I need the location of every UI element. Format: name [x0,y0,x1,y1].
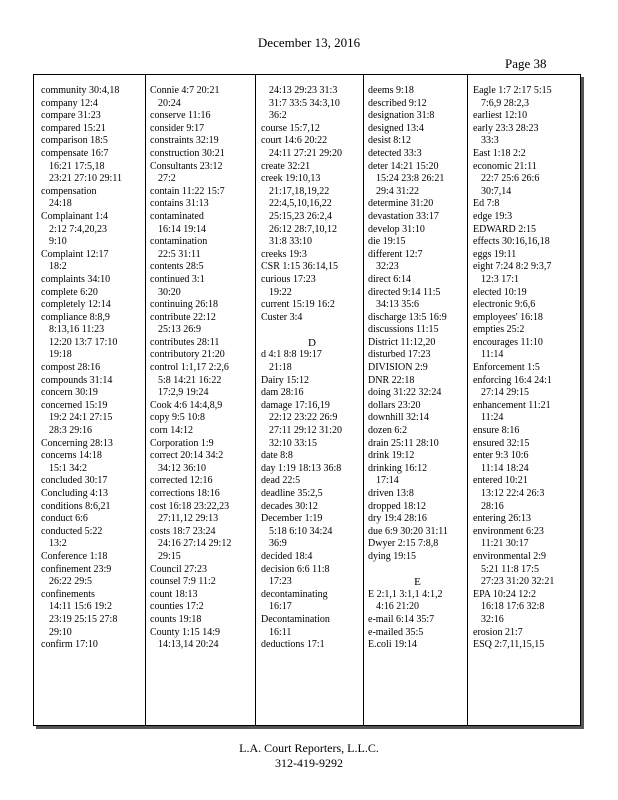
index-entry: County 1:15 14:9 [150,626,221,638]
index-entry-continuation: 17:23 [269,576,292,588]
index-entry: discussions 11:15 [368,324,439,336]
index-entry-continuation: 11:21 30:17 [481,538,529,550]
index-entry: ensured 32:15 [473,437,530,449]
index-entry: entering 26:13 [473,513,532,525]
index-entry-continuation: 16:21 17:5,18 [49,160,105,172]
index-entry: eggs 19:11 [473,248,517,260]
index-entry-continuation: 22:4,5,10,16,22 [269,198,332,210]
index-entry: e-mailed 35:5 [368,626,424,638]
index-entry: damage 17:16,19 [261,399,330,411]
index-entry: desist 8:12 [368,135,412,147]
index-entry: eight 7:24 8:2 9:3,7 [473,261,552,273]
index-entry: current 15:19 16:2 [261,299,335,311]
index-entry-continuation: 7:6,9 28:2,3 [481,97,530,109]
index-entry: confirm 17:10 [41,639,98,651]
index-entry: comparison 18:5 [41,135,108,147]
index-entry: compensation [41,185,97,197]
index-entry: enhancement 11:21 [473,399,551,411]
index-entry-continuation: 32:10 33:15 [269,437,318,449]
index-entry: DNR 22:18 [368,374,415,386]
index-entry: decontaminating [261,588,328,600]
index-entry: E 2:1,1 3:1,1 4:1,2 [368,588,443,600]
index-entry-continuation: 15:1 34:2 [49,462,88,474]
index-entry-continuation: 20:24 [158,97,181,109]
index-entry: deems 9:18 [368,85,414,96]
index-entry-continuation: 23:21 27:10 29:11 [49,173,122,185]
index-entry: conduct 6:6 [41,513,88,525]
index-column-4 [363,75,467,725]
index-entry: compare 31:23 [41,110,101,122]
index-entry: counties 17:2 [150,601,204,613]
index-entry: deductions 17:1 [261,639,325,651]
index-entry: confinements [41,588,95,600]
index-entry: described 9:12 [368,97,427,109]
index-entry-continuation: 27:14 29:15 [481,387,530,399]
index-entry: entered 10:21 [473,475,528,487]
index-entry: dying 19:15 [368,550,417,562]
index-entry: corrected 12:16 [150,475,213,487]
index-entry: erosion 21:7 [473,626,523,638]
index-entry: Enforcement 1:5 [473,362,540,374]
index-entry-continuation: 36:9 [269,538,287,550]
index-entry: enforcing 16:4 24:1 [473,374,552,386]
index-entry: ensure 8:16 [473,425,520,437]
index-entry: elected 10:19 [473,286,527,298]
index-entry: Concluding 4:13 [41,488,108,499]
index-entry-continuation: 16:14 19:14 [158,223,207,235]
index-entry: downhill 32:14 [368,412,429,424]
index-entry: create 32:21 [261,160,311,172]
index-entry: District 11:12,20 [368,336,436,348]
index-entry: compared 15:21 [41,122,106,134]
index-entry: decided 18:4 [261,550,313,562]
index-entry-continuation: 28:16 [481,500,504,512]
index-entry: deter 14:21 15:20 [368,160,439,172]
index-entry-continuation: 19:18 [49,349,72,361]
index-entry-continuation: 24:16 27:14 29:12 [158,538,232,550]
index-entry-continuation: 26:12 28:7,10,12 [269,223,338,235]
index-column-2 [145,75,255,725]
index-entry: continued 3:1 [150,273,205,285]
index-entry: effects 30:16,16,18 [473,236,550,248]
index-entry-continuation: 26:22 29:5 [49,576,93,588]
index-entry: e-mail 6:14 35:7 [368,613,435,625]
index-entry: costs 18:7 23:24 [150,525,216,537]
index-entry-continuation: 32:16 [481,613,504,625]
index-entry: driven 13:8 [368,488,414,499]
index-entry-continuation: 9:10 [49,236,67,248]
index-entry: Dairy 15:12 [261,374,310,386]
index-entry-continuation: 11:24 [481,412,504,424]
index-entry-continuation: 22:7 25:6 26:6 [481,173,540,185]
index-entry: edge 19:3 [473,210,513,222]
index-entry: continuing 26:18 [150,299,219,311]
page-number: Page 38 [505,56,547,71]
index-entry-continuation: 30:7,14 [481,185,512,197]
index-entry: doing 31:22 32:24 [368,387,442,399]
index-entry: day 1:19 18:13 36:8 [261,462,342,474]
index-entry-continuation: 16:18 17:6 32:8 [481,601,545,613]
index-entry: environment 6:23 [473,525,544,537]
index-entry: compounds 31:14 [41,374,113,386]
index-entry-continuation: 5:8 14:21 16:22 [158,374,222,386]
section-letter: D [308,336,316,349]
index-entry: consider 9:17 [150,122,205,134]
index-entry-continuation: 16:17 [269,601,292,613]
index-entry: environmental 2:9 [473,550,547,562]
index-entry: construction 30:21 [150,147,225,159]
index-entry: counts 19:18 [150,613,202,625]
index-entry: drinking 16:12 [368,462,428,474]
index-entry: copy 9:5 10:8 [150,412,205,424]
index-entry: discharge 13:5 16:9 [368,311,447,323]
index-entry: curious 17:23 [261,273,316,285]
index-entry: EDWARD 2:15 [473,223,537,235]
index-entry: contaminated [150,210,204,222]
index-entry: Complainant 1:4 [41,210,108,222]
index-entry: determine 31:20 [368,198,434,210]
index-entry-continuation: 12:3 17:1 [481,273,520,285]
section-letter: E [414,576,421,589]
index-entry: deadline 35:2,5 [261,488,323,499]
index-entry: d 4:1 8:8 19:17 [261,349,322,361]
index-entry-continuation: 24:11 27:21 29:20 [269,147,342,159]
index-entry-continuation: 4:16 21:20 [376,601,420,613]
index-entry-continuation: 16:11 [269,626,292,638]
index-entry-continuation: 34:13 35:6 [376,299,420,311]
index-entry-continuation: 17:14 [376,475,399,487]
index-entry: Concerning 28:13 [41,437,113,449]
index-entry-continuation: 22:5 31:11 [158,248,201,260]
index-entry: detected 33:3 [368,147,422,159]
index-entry-continuation: 21:18 [269,362,292,374]
index-entry: creeks 19:3 [261,248,307,260]
index-entry: Ed 7:8 [473,198,500,210]
index-entry-continuation: 24:13 29:23 31:3 [269,85,338,96]
index-entry: Dwyer 2:15 7:8,8 [368,538,439,550]
index-entry-continuation: 19:2 24:1 27:15 [49,412,113,424]
footer-phone: 312-419-9292 [275,756,343,770]
index-entry: electronic 9:6,6 [473,299,536,311]
index-entry: disturbed 17:23 [368,349,431,361]
index-entry-continuation: 13:12 22:4 26:3 [481,488,545,499]
index-entry-continuation: 22:12 23:22 26:9 [269,412,338,424]
index-entry: die 19:15 [368,236,406,248]
index-entry: enter 9:3 10:6 [473,450,529,462]
footer-company: L.A. Court Reporters, L.L.C. [239,741,379,755]
index-entry: Eagle 1:7 2:17 5:15 [473,85,552,96]
index-entry: corn 14:12 [150,425,194,437]
index-entry: course 15:7,12 [261,122,320,134]
index-entry: contributes 28:11 [150,336,220,348]
index-entry-continuation: 29:15 [158,550,181,562]
index-entry: designed 13:4 [368,122,424,134]
index-entry: encourages 11:10 [473,336,543,348]
index-entry: dollars 23:20 [368,399,421,411]
index-entry: DIVISION 2:9 [368,362,428,374]
index-entry: counsel 7:9 11:2 [150,576,216,588]
index-entry-continuation: 11:14 [481,349,504,361]
index-entry: contain 11:22 15:7 [150,185,225,197]
index-entry-continuation: 27:23 31:20 32:21 [481,576,555,588]
index-entry: dropped 18:12 [368,500,427,512]
index-entry: Complaint 12:17 [41,248,109,260]
index-entry: contamination [150,236,208,248]
index-entry: compost 28:16 [41,362,101,374]
index-entry-continuation: 29:10 [49,626,72,638]
index-entry-continuation: 14:11 15:6 19:2 [49,601,112,613]
index-entry-continuation: 23:19 25:15 27:8 [49,613,118,625]
index-entry: dry 19:4 28:16 [368,513,427,525]
index-entry-continuation: 31:8 33:10 [269,236,313,248]
index-entry: directed 9:14 11:5 [368,286,441,298]
index-entry: completely 12:14 [41,299,111,311]
index-entry: decades 30:12 [261,500,318,512]
index-entry: devastation 33:17 [368,210,439,222]
index-entry: date 8:8 [261,450,293,462]
index-entry-continuation: 19:22 [269,286,292,298]
index-entry: count 18:13 [150,588,198,600]
section-gap [261,324,363,337]
index-entry: develop 31:10 [368,223,425,235]
section-gap [368,564,467,577]
index-entry: direct 6:14 [368,273,412,285]
index-entry: contents 28:5 [150,261,204,273]
index-entry-continuation: 27:2 [158,173,176,185]
index-entry: different 12:7 [368,248,423,260]
index-column-1 [41,75,145,725]
index-entry: drink 19:12 [368,450,415,462]
index-entry: control 1:1,17 2:2,6 [150,362,229,374]
index-entry: Decontamination [261,613,330,625]
index-entry: ESQ 2:7,11,15,15 [473,639,545,651]
index-entry-continuation: 31:7 33:5 34:3,10 [269,97,340,109]
index-entry: CSR 1:15 36:14,15 [261,261,338,273]
index-entry: correct 20:14 34:2 [150,450,224,462]
index-entry: contributory 21:20 [150,349,225,361]
index-entry: conducted 5:22 [41,525,103,537]
index-entry: compensate 16:7 [41,147,109,159]
index-entry-continuation: 5:18 6:10 34:24 [269,525,333,537]
index-entry: community 30:4,18 [41,85,120,96]
index-entry: dead 22:5 [261,475,301,487]
index-entry-continuation: 21:17,18,19,22 [269,185,330,197]
index-entry-continuation: 27:11,12 29:13 [158,513,219,525]
index-entry-continuation: 27:11 29:12 31:20 [269,425,342,437]
index-entry: Corporation 1:9 [150,437,214,449]
index-entry: Council 27:23 [150,563,207,575]
index-entry-continuation: 5:21 11:8 17:5 [481,563,539,575]
index-entry: conditions 8:6,21 [41,500,111,512]
index-entry: concerns 14:18 [41,450,102,462]
index-entry: Consultants 23:12 [150,160,223,172]
index-entry-continuation: 28:3 29:16 [49,425,93,437]
index-frame [33,74,581,726]
index-entry-continuation: 33:3 [481,135,499,147]
index-entry-continuation: 8:13,16 11:23 [49,324,105,336]
index-entry: designation 31:8 [368,110,435,122]
index-entry: Connie 4:7 20:21 [150,85,220,96]
index-entry: decision 6:6 11:8 [261,563,330,575]
index-column-3 [255,75,363,725]
index-entry: complaints 34:10 [41,273,111,285]
index-entry: economic 21:11 [473,160,537,172]
index-entry-continuation: 24:18 [49,198,72,210]
index-entry-continuation: 14:13,14 20:24 [158,639,219,651]
index-entry-continuation: 25:15,23 26:2,4 [269,210,333,222]
index-entry: EPA 10:24 12:2 [473,588,536,600]
index-entry: complete 6:20 [41,286,98,298]
index-entry-continuation: 15:24 23:8 26:21 [376,173,445,185]
index-entry: early 23:3 28:23 [473,122,539,134]
index-entry-continuation: 36:2 [269,110,287,122]
index-entry-continuation: 17:2,9 19:24 [158,387,209,399]
index-entry: employees' 16:18 [473,311,543,323]
index-column-5 [467,75,580,725]
index-entry: due 6:9 30:20 31:11 [368,525,448,537]
index-entry: drain 25:11 28:10 [368,437,439,449]
index-entry: December 1:19 [261,513,323,525]
index-entry: court 14:6 20:22 [261,135,328,147]
index-entry: compliance 8:8,9 [41,311,110,323]
index-entry-continuation: 2:12 7:4,20,23 [49,223,108,235]
index-entry: E.coli 19:14 [368,639,417,651]
header-date: December 13, 2016 [257,35,361,50]
index-entry: constraints 32:19 [150,135,219,147]
index-entry: contains 31:13 [150,198,209,210]
index-entry: confinement 23:9 [41,563,112,575]
index-entry: dozen 6:2 [368,425,408,437]
index-entry: company 12:4 [41,97,98,109]
index-entry: Conference 1:18 [41,550,108,562]
index-entry-continuation: 30:20 [158,286,181,298]
index-entry: corrections 18:16 [150,488,220,499]
index-entry: conserve 11:16 [150,110,211,122]
index-entry-continuation: 32:23 [376,261,399,273]
index-entry-continuation: 11:14 18:24 [481,462,529,474]
index-entry: Cook 4:6 14:4,8,9 [150,399,223,411]
index-entry: earliest 12:10 [473,110,528,122]
index-entry: creek 19:10,13 [261,173,321,185]
index-entry-continuation: 13:2 [49,538,67,550]
index-entry: Custer 3:4 [261,311,303,323]
index-entry: contribute 22:12 [150,311,216,323]
index-entry-continuation: 29:4 31:22 [376,185,420,197]
index-entry-continuation: 12:20 13:7 17:10 [49,336,118,348]
index-entry-continuation: 25:13 26:9 [158,324,202,336]
index-entry: concern 30:19 [41,387,98,399]
index-entry: East 1:18 2:2 [473,147,526,159]
index-entry-continuation: 34:12 36:10 [158,462,207,474]
index-entry: concerned 15:19 [41,399,108,411]
index-entry: dam 28:16 [261,387,304,399]
index-entry: concluded 30:17 [41,475,108,487]
index-entry-continuation: 18:2 [49,261,67,273]
index-entry: cost 16:18 23:22,23 [150,500,230,512]
index-entry: empties 25:2 [473,324,525,336]
